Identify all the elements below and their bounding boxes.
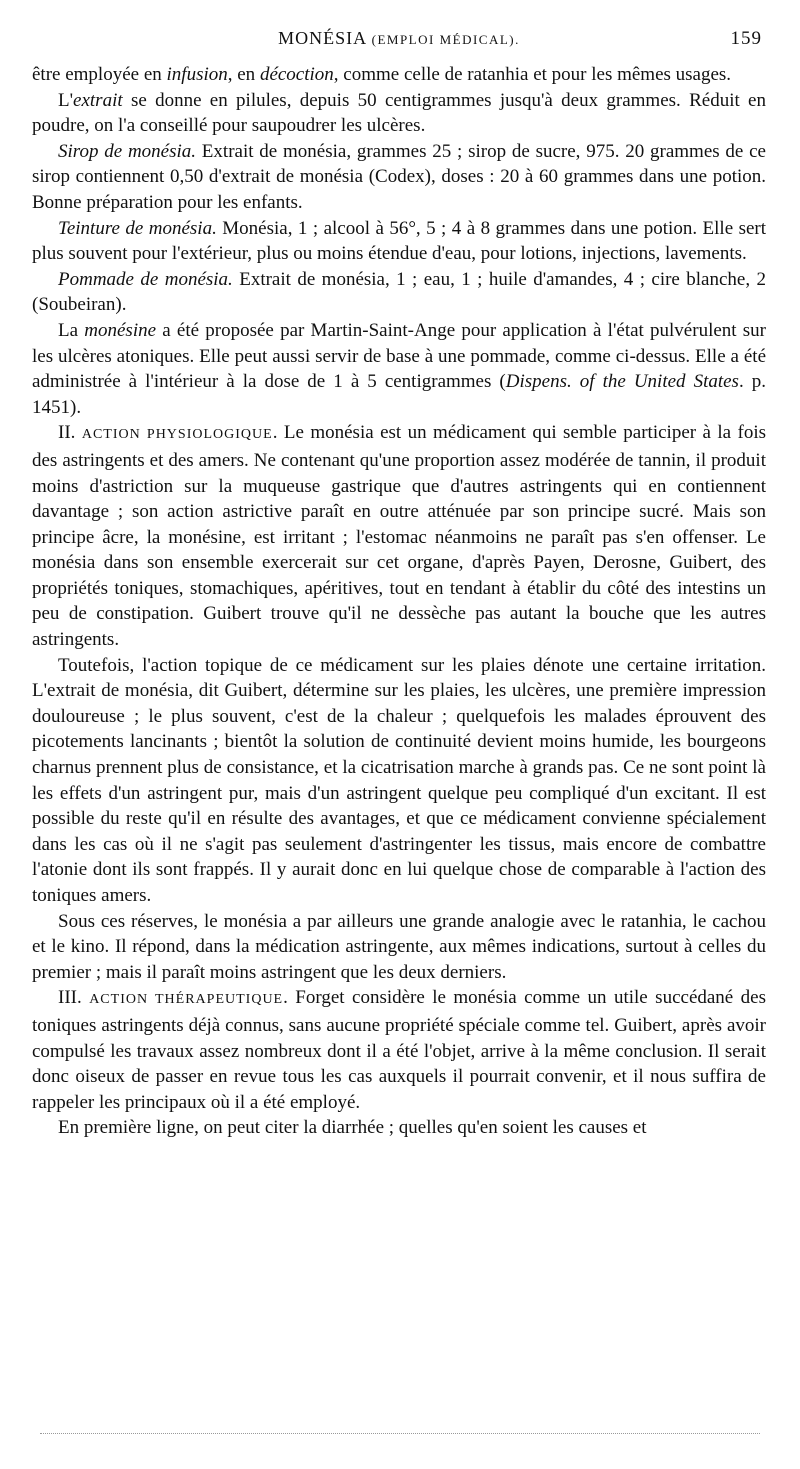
text-run: , en bbox=[227, 64, 260, 85]
text-run: La bbox=[58, 319, 85, 341]
body-text bbox=[32, 62, 766, 1141]
italic-text: Teinture de monésia. bbox=[58, 217, 217, 239]
italic-text: infusion bbox=[166, 64, 228, 85]
text-run: Extrait de monésia, grammes 25 ; sirop de sucre, 975. 20 grammes de ce sirop contiennent 0,50 d'extrait de monésia (Codex), doses : 20 à 60 grammes dans une potion. Bonne préparation pour les enfants. bbox=[32, 140, 766, 213]
italic-text: Sirop de monésia. bbox=[58, 140, 197, 162]
text-run: . Le monésia est un médicament qui semble participer à la fois des astringents et des amers. Ne contenant qu'une proportion assez modérée de tannin, il produit moins d'astriction sur la muqueuse gastrique que d'autres astringents qui en contiennent davantage ; son action astrictive paraît en outre atténuée par son principe sucré. Mais son principe âcre, la monésine, est irritant ; l'estomac néanmoins ne paraît pas s'en offenser. Le monésia dans son ensemble exercerait sur cet organe, d'après Payen, Derosne, Guibert, des propriétés toniques, stomachiques, apéritives, tout en tendant à établir du côté des intestins un peu de constipation. Guibert trouve qu'il ne dessèche pas autant la bouche que les autres astringents. bbox=[32, 422, 767, 651]
text-run: II. bbox=[58, 422, 82, 444]
paragraph-p10 bbox=[32, 985, 766, 1115]
paragraph-p2 bbox=[32, 88, 766, 139]
text-run: a été proposée par Martin-Saint-Ange pour application à l'état pulvérulent sur les ulcères atoniques. Elle peut aussi servir de base à une pommade, comme ci-dessus. Elle a été administrée à l'intérieur à la dose de 1 à 5 centigrammes ( bbox=[32, 319, 766, 393]
header-subtitle: (EMPLOI MÉDICAL). bbox=[371, 32, 520, 47]
section-heading: ACTION THÉRAPEUTIQUE bbox=[89, 992, 284, 1008]
paragraph-p9 bbox=[32, 909, 766, 986]
text-run: III. bbox=[58, 987, 90, 1009]
page-number: 159 bbox=[730, 28, 762, 49]
text-run: être employée en bbox=[32, 64, 167, 85]
paragraph-p11 bbox=[32, 1115, 766, 1141]
text-run: , comme celle de ratanhia et pour les mêmes usages. bbox=[333, 64, 732, 85]
text-run: Monésia, 1 ; alcool à 56°, 5 ; 4 à 8 grammes dans une potion. Elle sert plus souvent pour l'extérieur, plus ou moins étendue d'eau, pour lotions, injections, lavements. bbox=[32, 217, 767, 265]
footer-rule bbox=[40, 1433, 760, 1434]
paragraph-p6 bbox=[32, 318, 766, 420]
paragraph-p3 bbox=[32, 139, 766, 216]
paragraph-p4 bbox=[32, 216, 766, 267]
italic-text: décoction bbox=[259, 64, 334, 85]
text-run: En première ligne, on peut citer la diarrhée ; quelles qu'en soient les causes et bbox=[58, 1117, 647, 1139]
paragraph-p1 bbox=[32, 62, 766, 88]
header-title: MONÉSIA bbox=[278, 28, 367, 48]
running-header bbox=[32, 26, 766, 56]
section-heading: ACTION PHYSIOLOGIQUE bbox=[81, 427, 273, 443]
paragraph-p5 bbox=[32, 267, 766, 318]
italic-text: monésine bbox=[84, 319, 157, 341]
text-run: Toutefois, l'action topique de ce médicament sur les plaies dénote une certaine irritation. L'extrait de monésia, dit Guibert, détermine sur les plaies, les ulcères, une première impression douloureuse ; le plus souvent, c'est de la chaleur ; quelquefois les malades éprouvent des picotements lancinants ; bientôt la solution de continuité devient moins humide, les bourgeons charnus prennent plus de consistance, et la cicatrisation marche à grands pas. Ce ne sont point là les effets d'un astringent pur, mais d'un astringent quelque peu compliqué d'un excitant. Il est possible du reste qu'il en résulte des avantages, et que ce médicament convienne spécialement dans les cas où il ne s'agit pas seulement d'astringenter les tissus, mais encore de combattre l'atonie dont ils sont frappés. Il y aurait donc en lui quelque chose de comparable à l'action des toniques amers. bbox=[32, 654, 766, 906]
italic-text: extrait bbox=[73, 89, 123, 111]
paragraph-p7 bbox=[32, 420, 766, 652]
italic-text: Dispens. of the United States bbox=[505, 371, 739, 393]
text-run: se donne en pilules, depuis 50 centigrammes jusqu'à deux grammes. Réduit en poudre, on l'a conseillé pour saupoudrer les ulcères. bbox=[32, 89, 766, 137]
text-run: Extrait de monésia, 1 ; eau, 1 ; huile d'amandes, 4 ; cire blanche, 2 (Soubeiran). bbox=[32, 268, 766, 316]
paragraph-p8 bbox=[32, 653, 766, 909]
italic-text: Pommade de monésia. bbox=[58, 268, 233, 290]
text-run: Sous ces réserves, le monésia a par ailleurs une grande analogie avec le ratanhia, le cachou et le kino. Il répond, dans la médication astringente, aux mêmes indications, surtout à celles du premier ; mais il paraît moins astringent que les deux derniers. bbox=[32, 910, 766, 983]
text-run: . p. 1451). bbox=[32, 371, 766, 418]
text-run: . Forget considère le monésia comme un utile succédané des toniques astringents déjà connus, sans aucune propriété spéciale comme tel. Guibert, après avoir compulsé les travaux assez nombreux dont il a été l'objet, arrive à la même conclusion. Il serait donc oiseux de passer en revue tous les cas auxquels il pourrait convenir, et il nous suffira de rappeler les principaux où il a été employé. bbox=[32, 987, 767, 1113]
text-run: L' bbox=[58, 89, 74, 111]
